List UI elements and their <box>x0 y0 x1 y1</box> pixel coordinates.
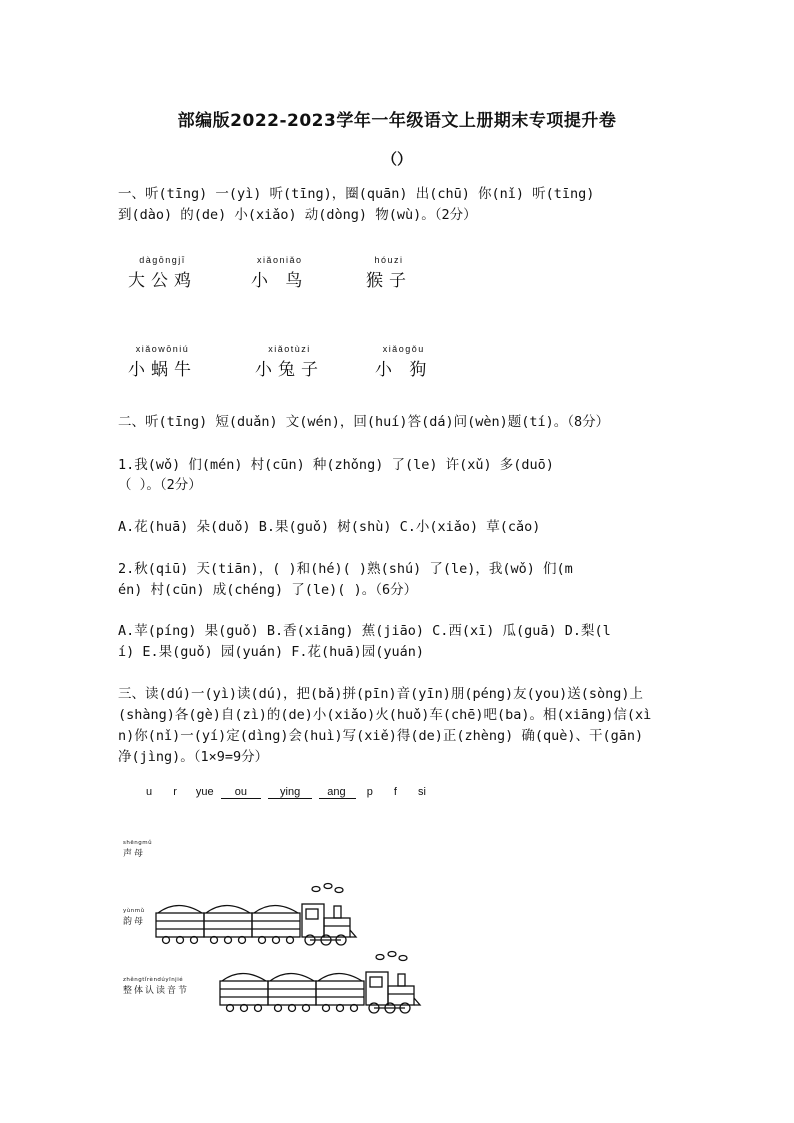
train-car[interactable] <box>220 974 268 1012</box>
word-pinyin: xiǎotùzi <box>268 344 311 354</box>
train-car[interactable] <box>316 974 364 1012</box>
q2-s2-line1[interactable]: 2.秋(qiū) 天(tiān)，( )和(hé)( )熟(shú) 了(le)，我(wǒ) 们(m <box>118 561 573 577</box>
word-hanzi: 小 狗 <box>375 360 433 380</box>
train-car[interactable] <box>204 906 252 944</box>
label-hanzi: 声母 <box>123 849 146 859</box>
train-yunmu <box>150 880 370 950</box>
word-hanzi: 小兔子 <box>255 360 324 380</box>
word-dagongji[interactable] <box>128 255 197 291</box>
label-pinyin: shēngmǔ <box>123 840 153 846</box>
word-pinyin: xiǎogǒu <box>382 344 425 354</box>
label-yunmu <box>123 908 145 927</box>
syllable-r[interactable]: r <box>173 786 177 798</box>
word-hanzi: 小蜗牛 <box>128 360 197 380</box>
label-pinyin: yùnmǔ <box>123 908 145 914</box>
syllable-u[interactable]: u <box>146 786 153 798</box>
q1-line1: 一、听(tīng) 一(yì) 听(tīng)，圈(quān) 出(chū) 你(nǐ) 听(tīng) <box>118 186 595 202</box>
word-pinyin: hóuzi <box>374 255 404 265</box>
syllable-f[interactable]: f <box>393 786 397 798</box>
q1-line2: 到(dào) 的(de) 小(xiǎo) 动(dòng) 物(wù)。（2分） <box>118 207 477 223</box>
word-hanzi: 猴子 <box>366 271 412 291</box>
label-hanzi: 韵母 <box>123 917 146 927</box>
syllable-si[interactable]: si <box>418 786 426 798</box>
train-locomotive <box>302 884 356 946</box>
q2-s2-options-line1[interactable]: A.苹(píng) 果(guǒ) B.香(xiāng) 蕉(jiāo) C.西(xī) 瓜(guā) D.梨(l <box>118 623 611 639</box>
q3-line4: 净(jìng)。（1×9=9分） <box>118 749 269 765</box>
label-zhengti <box>123 977 189 996</box>
syllable-ang[interactable]: ang <box>319 786 355 799</box>
word-pinyin: xiǎowōniú <box>135 344 190 354</box>
q2-s2-line2[interactable]: én) 村(cūn) 成(chéng) 了(le)( )。（6分） <box>118 582 418 598</box>
label-pinyin: zhěngtǐrèndúyīnjié <box>123 977 184 983</box>
syllable-p[interactable]: p <box>366 786 373 798</box>
word-xiaogou[interactable] <box>375 344 432 380</box>
word-xiaoniao[interactable] <box>251 255 308 291</box>
word-pinyin: xiǎoniǎo <box>256 255 303 265</box>
train-locomotive <box>366 952 420 1014</box>
word-xiaotuzi[interactable] <box>255 344 324 380</box>
train-car[interactable] <box>268 974 316 1012</box>
q3-line2: (shàng)各(gè)自(zì)的(de)小(xiǎo)火(huǒ)车(chē)吧(ba)。相(xiāng)信(xì <box>118 707 652 723</box>
syllable-list <box>146 786 426 799</box>
syllable-ying[interactable]: ying <box>268 786 312 799</box>
q3-line1: 三、读(dú)一(yì)读(dú)，把(bǎ)拼(pīn)音(yīn)朋(péng)友(you)送(sòng)上 <box>118 686 643 702</box>
word-hanzi: 大公鸡 <box>128 271 197 291</box>
page-title: 部编版2022-2023学年一年级语文上册期末专项提升卷 <box>177 111 617 131</box>
word-pinyin: dàgōngjī <box>139 255 186 265</box>
train-zhengti <box>214 948 434 1018</box>
q2-s1-line1: 1.我(wǒ) 们(mén) 村(cūn) 种(zhǒng) 了(le) 许(xǔ) 多(duō) <box>118 457 554 473</box>
syllable-yue[interactable]: yue <box>195 786 214 798</box>
title-blank: （） <box>381 150 412 168</box>
train-car[interactable] <box>156 906 204 944</box>
q2-s2-options-line2[interactable]: í) E.果(guǒ) 园(yuán) F.花(huā)园(yuán) <box>118 644 424 660</box>
label-hanzi: 整体认读音节 <box>123 986 190 996</box>
word-hanzi: 小 鸟 <box>251 271 309 291</box>
word-xiaowoniu[interactable] <box>128 344 197 380</box>
syllable-ou[interactable]: ou <box>221 786 261 799</box>
train-car[interactable] <box>252 906 300 944</box>
q2-s1-answer-blank[interactable]: （ ）。（2分） <box>118 477 202 493</box>
q3-line3: n)你(nǐ)一(yí)定(dìng)会(huì)写(xiě)得(de)正(zhèng) 确(què)、干(gān) <box>118 728 644 744</box>
q2-s1-options[interactable]: A.花(huā) 朵(duǒ) B.果(guǒ) 树(shù) C.小(xiǎo) 草(cǎo) <box>118 519 541 535</box>
word-houzi[interactable] <box>366 255 412 291</box>
label-shengmu <box>123 840 152 859</box>
q2-heading: 二、听(tīng) 短(duǎn) 文(wén)，回(huí)答(dá)问(wèn)题(tí)。（8分） <box>118 414 610 430</box>
